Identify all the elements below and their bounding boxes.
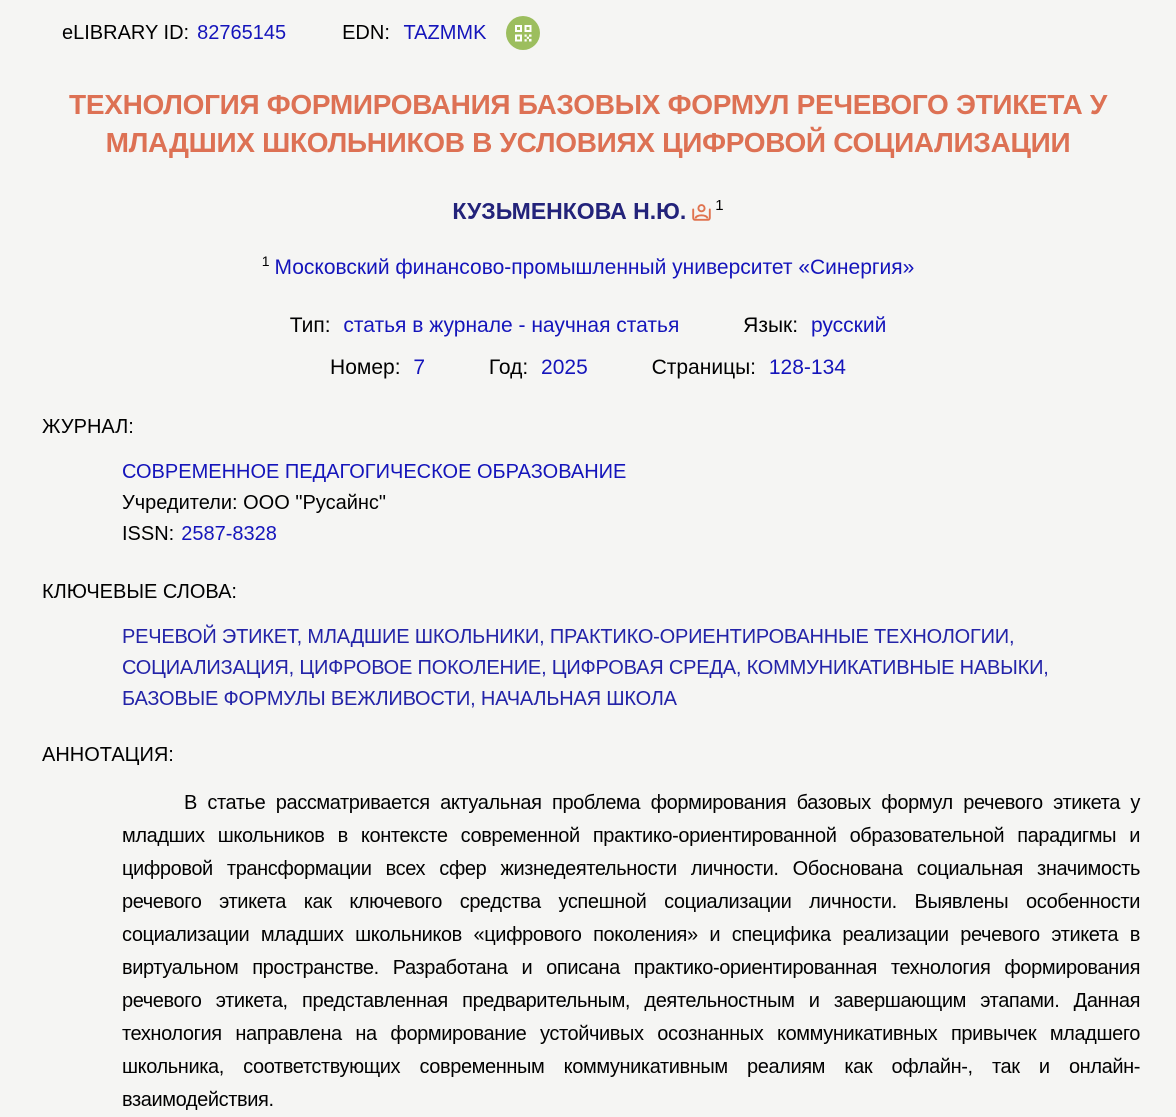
article-title: ТЕХНОЛОГИЯ ФОРМИРОВАНИЯ БАЗОВЫХ ФОРМУЛ РЕЧЕВОГО ЭТИКЕТА У МЛАДШИХ ШКОЛЬНИКОВ В УСЛОВИЯХ ЦИФРОВОЙ СОЦИАЛИЗАЦИИ	[69, 89, 1107, 158]
affiliation-row	[0, 248, 1176, 281]
keyword-link[interactable]: КОММУНИКАТИВНЫЕ НАВЫКИ	[746, 657, 1044, 679]
edn-value: TAZMMK	[403, 22, 487, 44]
number-group	[330, 355, 425, 381]
issn-label: ISSN:	[122, 523, 175, 545]
affiliation-link[interactable]: Московский финансово-промышленный университет «Синергия»	[274, 256, 915, 279]
language-label: Язык:	[743, 314, 799, 337]
edn-label: EDN:	[342, 22, 390, 44]
keyword-link[interactable]: РЕЧЕВОЙ ЭТИКЕТ	[122, 626, 297, 648]
keyword-separator: ,	[735, 657, 747, 679]
keyword-separator: ,	[1008, 626, 1015, 648]
journal-section-label: ЖУРНАЛ:	[42, 416, 134, 438]
issn-value: 2587-8328	[181, 523, 277, 545]
type-value: статья в журнале - научная статья	[343, 314, 680, 337]
keyword-link[interactable]: БАЗОВЫЕ ФОРМУЛЫ ВЕЖЛИВОСТИ	[122, 688, 471, 710]
keyword-separator: ,	[541, 657, 552, 679]
year-value: 2025	[541, 356, 588, 379]
language-value: русский	[810, 314, 887, 337]
keyword-separator: ,	[470, 688, 481, 710]
journal-link[interactable]: СОВРЕМЕННОЕ ПЕДАГОГИЧЕСКОЕ ОБРАЗОВАНИЕ	[122, 461, 627, 483]
author-row	[0, 192, 1176, 228]
meta-row-type-language	[0, 313, 1176, 339]
identifier-bar	[62, 16, 1176, 50]
year-label: Год:	[488, 356, 529, 379]
journal-founders: Учредители: ООО "Русайнс"	[122, 492, 387, 514]
type-label: Тип:	[289, 314, 331, 337]
annotation-section	[42, 743, 1140, 1117]
keyword-separator: ,	[296, 626, 308, 648]
pages-group	[652, 355, 846, 381]
annotation-section-label: АННОТАЦИЯ:	[42, 744, 174, 766]
edn-group	[342, 19, 486, 47]
journal-section-body	[122, 457, 1140, 550]
journal-section	[42, 415, 1140, 550]
annotation-text: В статье рассматривается актуальная проблема формирования базовых формул речевого этикета у младших школьников в контексте современной практико-ориентированной образовательной парадигмы и цифровой трансформации всех сфер жизнедеятельности личности. Обоснована социальная значимость речевого этикета как ключевого средства успешной социализации личности. Выявлены особенности социализации младших школьников «цифрового поколения» и специфика реализации речевого этикета в виртуальном пространстве. Разработана и описана практико-ориентированная технология формирования речевого этикета, представленная предварительным, деятельностным и завершающим этапами. Данная технология направлена на формирование устойчивых осознанных коммуникативных привычек младшего школьника, соответствующих современным коммуникативным реалиям как офлайн-, так и онлайн-взаимодействия.	[122, 792, 1140, 1111]
keyword-link[interactable]: СОЦИАЛИЗАЦИЯ	[122, 657, 289, 679]
keywords-section	[42, 580, 1140, 715]
keyword-link[interactable]: МЛАДШИЕ ШКОЛЬНИКИ	[307, 626, 540, 648]
pages-label: Страницы:	[651, 356, 757, 379]
keywords-list	[122, 622, 1140, 715]
affiliation-superscript: 1	[261, 253, 270, 269]
elibrary-id-label: eLIBRARY ID:	[62, 22, 190, 44]
type-group	[290, 313, 680, 339]
keyword-separator: ,	[288, 657, 300, 679]
pages-value: 128-134	[768, 356, 846, 379]
year-group	[489, 355, 588, 381]
keyword-link[interactable]: ПРАКТИКО-ОРИЕНТИРОВАННЫЕ ТЕХНОЛОГИИ	[549, 626, 1009, 648]
keyword-link[interactable]: ЦИФРОВАЯ СРЕДА	[551, 657, 736, 679]
elibrary-id-value: 82765145	[197, 22, 287, 44]
number-label: Номер:	[330, 356, 401, 379]
author-superscript: 1	[715, 197, 724, 214]
qr-code-button[interactable]	[506, 16, 540, 50]
meta-row-number-year-pages	[0, 355, 1176, 381]
keyword-link[interactable]: НАЧАЛЬНАЯ ШКОЛА	[480, 688, 677, 710]
keyword-separator: ,	[539, 626, 550, 648]
number-value: 7	[413, 356, 426, 379]
author-profile-icon[interactable]	[691, 200, 712, 228]
keyword-separator: ,	[1043, 657, 1049, 679]
issn-line	[122, 519, 1140, 550]
qr-code-icon	[506, 16, 540, 50]
keywords-section-label: КЛЮЧЕВЫЕ СЛОВА:	[42, 581, 237, 603]
language-group	[743, 313, 886, 339]
keyword-link[interactable]: ЦИФРОВОЕ ПОКОЛЕНИЕ	[299, 657, 542, 679]
author-link[interactable]: КУЗЬМЕНКОВА Н.Ю.	[452, 198, 687, 224]
